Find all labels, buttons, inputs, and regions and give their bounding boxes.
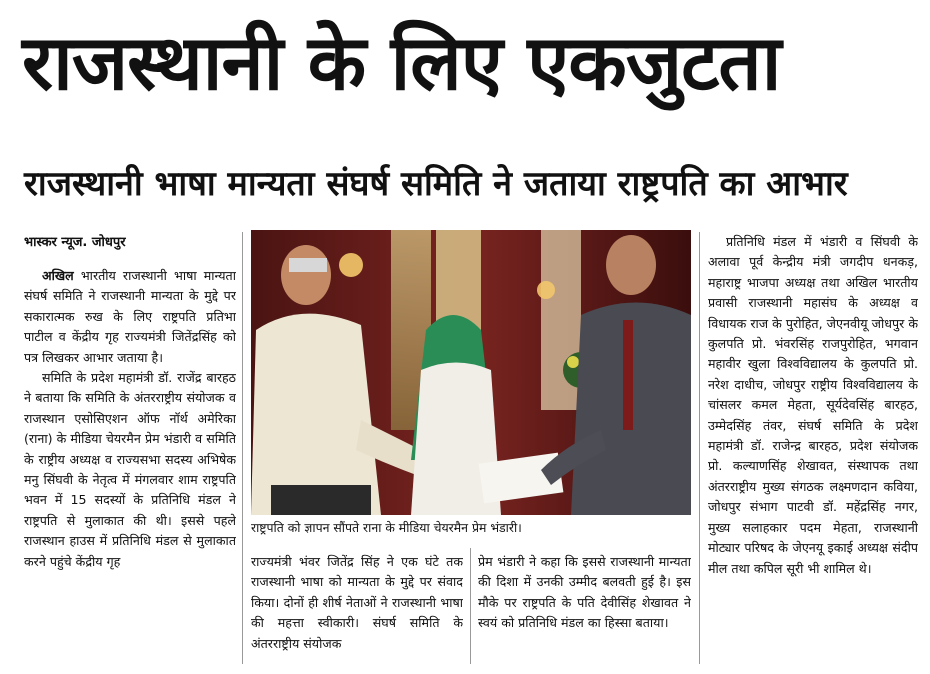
column-divider bbox=[699, 232, 700, 664]
article-column-1 bbox=[24, 232, 236, 674]
article-column-4 bbox=[708, 232, 918, 672]
article-paragraph: प्रेम भंडारी ने कहा कि इससे राजस्थानी मान्यता की दिशा में उनकी उम्मीद बलवती हुई है। इस मौके पर राष्ट्रपति के पति देवीसिंह शेखावत ने स्वयं को प्रतिनिधि मंडल का हिस्सा बताया। bbox=[478, 554, 691, 631]
lead-word: अखिल bbox=[42, 268, 74, 283]
paragraph-text: भारतीय राजस्थानी भाषा मान्यता संघर्ष समिति ने राजस्थानी मान्यता के मुद्दे पर सकारात्मक रुख के लिए राष्ट्रपति प्रतिभा पाटील व केंद्रीय गृह राज्यमंत्री जितेंद्रसिंह को पत्र लिखकर आभार जताया है। bbox=[24, 268, 236, 365]
article-paragraph: प्रतिनिधि मंडल में भंडारी व सिंघवी के अलावा पूर्व केन्द्रीय मंत्री जगदीप धनकड़, महाराष्ट्र भाजपा अध्यक्ष तथा अखिल भारतीय प्रवासी राजस्थानी महासंघ के अध्यक्ष व विधायक राज के पुरोहित, जेएनवीयू जोधपुर के कुलपति प्रो. भंवरसिंह राजपुरोहित, भगवान महावीर खुला विश्वविद्यालय के कुलपति प्रो. नरेश दाधीच, जोधपुर राष्ट्रीय विश्वविद्यालय के चांसलर कमल मेहता, सूर्यदेवसिंह बारहठ, उम्मेदसिंह तंवर, संघर्ष समिति के प्रदेश महामंत्री डॉ. राजेन्द्र बारहठ, प्रदेश संयोजक प्रो. कल्याणसिंह शेखावत, संस्थापक तथा अंतरराष्ट्रीय मुख्य संगठक लक्ष्मणदान कविया, जोधपुर संभाग पाटवी डॉ. महेंद्रसिंह नगर, मुख्य सलाहकार पदम मेहता, राजस्थानी मोट्यार परिषद के जेएनयू इकाई अध्यक्ष संदीप मील तथा कपिल सूरी भी शामिल थे। bbox=[708, 234, 918, 576]
article-paragraph: राज्यमंत्री भंवर जितेंद्र सिंह ने एक घंटे तक राजस्थानी भाषा को मान्यता के मुद्दे पर संवाद किया। दोनों ही शीर्ष नेताओं ने राजस्थानी भाषा की महत्ता स्वीकारी। संघर्ष समिति के अंतरराष्ट्रीय संयोजक bbox=[251, 554, 463, 651]
byline: भास्कर न्यूज. जोधपुर bbox=[24, 235, 126, 250]
column-divider bbox=[242, 232, 243, 664]
article-column-3 bbox=[478, 552, 691, 670]
subheadline: राजस्थानी भाषा मान्यता संघर्ष समिति ने जताया राष्ट्रपति का आभार bbox=[24, 164, 848, 204]
photo-caption: राष्ट्रपति को ज्ञापन सौंपते राना के मीडिया चेयरमैन प्रेम भंडारी। bbox=[251, 520, 522, 535]
news-photo bbox=[251, 230, 691, 515]
article-paragraph: समिति के प्रदेश महामंत्री डॉ. राजेंद्र बारहठ ने बताया कि समिति के अंतरराष्ट्रीय संयोजक व राजस्थान एसोसिएशन ऑफ नॉर्थ अमेरिका (राना) के मीडिया चेयरमैन प्रेम भंडारी व समिति के राष्ट्रीय अध्यक्ष व राज्यसभा सदस्य अभिषेक मनु सिंघवी के नेतृत्व में मंगलवार शाम राष्ट्रपति भवन में 15 सदस्यों के प्रतिनिधि मंडल ने राष्ट्रपति से मुलाकात की थी। इससे पहले राजस्थान हाउस में प्रतिनिधि मंडल से मुलाकात करने पहुंचे केंद्रीय गृह bbox=[24, 370, 236, 569]
photo-illustration bbox=[251, 230, 691, 515]
column-divider bbox=[470, 548, 471, 664]
article-column-2 bbox=[251, 552, 463, 670]
article-paragraph bbox=[24, 266, 236, 368]
headline: राजस्थानी के लिए एकजुटता bbox=[22, 18, 781, 107]
